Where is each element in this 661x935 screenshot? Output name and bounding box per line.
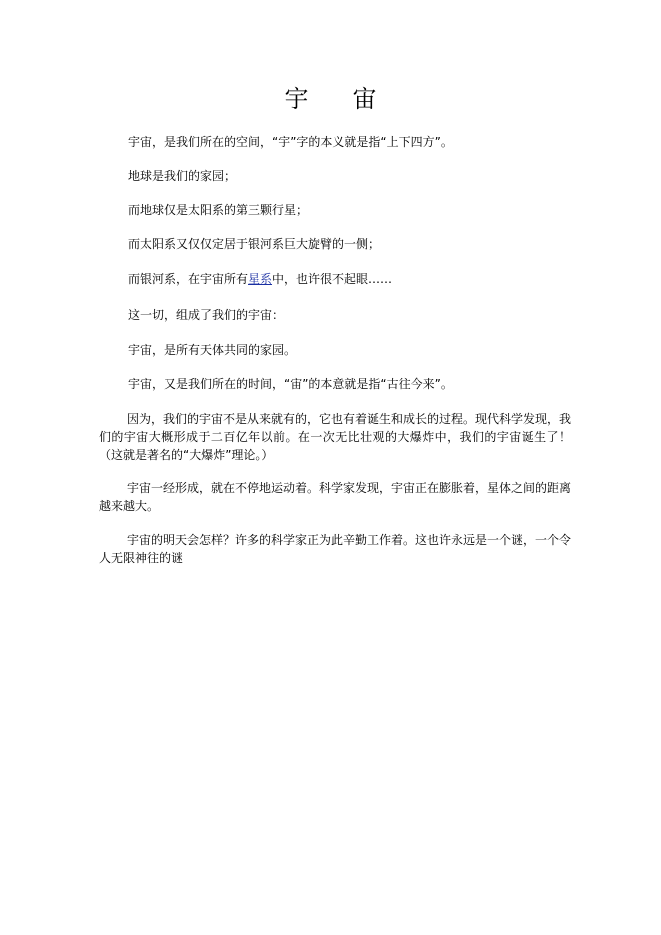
text-line-earth-home: 地球是我们的家园； [128, 169, 237, 183]
galaxy-line-after: 中，也许很不起眼…… [272, 272, 393, 286]
paragraph-big-bang: 因为，我们的宇宙不是从来就有的，它也有着诞生和成长的过程。现代科学发现，我们的宇宙大概形成于二百亿年以前。在一次无比壮观的大爆炸中，我们的宇宙诞生了！（这就是著名的“大爆炸”理论。） [99, 412, 572, 462]
text-line-time: 宇宙，又是我们所在的时间，“宙”的本意就是指“古往今来”。 [128, 377, 453, 391]
text-line-space: 宇宙，是我们所在的空间，“宇”字的本义就是指“上下四方”。 [128, 135, 453, 149]
text-line-galaxy [128, 270, 392, 288]
text-line-third-planet: 而地球仅是太阳系的第三颗行星； [128, 203, 309, 217]
text-line-common-home: 宇宙，是所有天体共同的家园。 [128, 343, 297, 357]
galaxy-line-before: 而银河系，在宇宙所有 [128, 272, 249, 286]
text-line-all-this: 这一切，组成了我们的宇宙： [128, 308, 285, 322]
paragraph-expansion: 宇宙一经形成，就在不停地运动着。科学家发现，宇宙正在膨胀着，星体之间的距离越来越大。 [99, 481, 572, 513]
galaxy-link[interactable]: 星系 [248, 272, 273, 286]
text-line-solar-system: 而太阳系又仅仅定居于银河系巨大旋臂的一侧； [128, 237, 381, 251]
document-title: 宇宙 [284, 85, 421, 113]
paragraph-future: 宇宙的明天会怎样？许多的科学家正为此辛勤工作着。这也许永远是一个谜，一个令人无限神往的谜 [99, 533, 572, 565]
